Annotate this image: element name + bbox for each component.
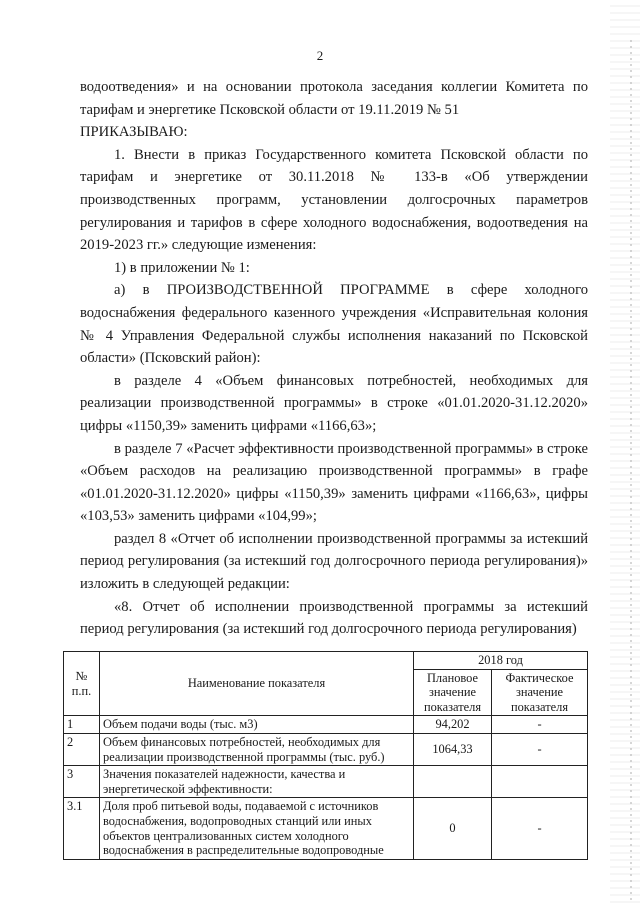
report-table <box>63 651 588 860</box>
paragraph-item-1: 1. Внести в приказ Государственного комитета Псковской области по тарифам и энергетике от 30.11.2018 № 133-в «Об утверждении производственных программ, установлении долгосрочных параметров регулирования и тарифов в сфере холодного водоснабжения, водоотведения на 2019-2023 гг.» следующие изменения: <box>80 146 588 254</box>
table-row <box>64 766 588 798</box>
page-number: 2 <box>316 48 324 63</box>
row-fact: - <box>492 733 588 765</box>
header-number: № п.п. <box>64 652 100 716</box>
table-header-row <box>64 652 588 670</box>
row-plan: 0 <box>414 798 492 859</box>
row-number: 3 <box>64 766 100 798</box>
row-fact: - <box>492 798 588 859</box>
paragraph-intro: водоотведения» и на основании протокола заседания коллегии Комитета по тарифам и энергетике Псковской области от 19.11.2019 № 51 <box>80 79 588 118</box>
document-body <box>80 76 588 641</box>
scan-edge-dots <box>630 40 632 900</box>
row-fact: - <box>492 716 588 734</box>
row-name: Объем подачи воды (тыс. м3) <box>100 716 414 734</box>
paragraph-section-4: в разделе 4 «Объем финансовых потребностей, необходимых для реализации производственной программы» в строке «01.01.2020-31.12.2020» цифры «1150,39» заменить цифрами «1166,63»; <box>80 372 588 434</box>
header-indicator-name: Наименование показателя <box>100 652 414 716</box>
scan-edge-noise <box>610 0 640 905</box>
header-fact: Фактическое значение показателя <box>492 669 588 716</box>
row-plan: 1064,33 <box>414 733 492 765</box>
header-plan: Плановое значение показателя <box>414 669 492 716</box>
table-row <box>64 733 588 765</box>
row-number: 2 <box>64 733 100 765</box>
row-number: 1 <box>64 716 100 734</box>
paragraph-section-8: раздел 8 «Отчет об исполнении производственной программы за истекший период регулирования (за истекший год долгосрочного периода регулирования)» изложить в следующей редакции: <box>80 530 588 593</box>
row-fact <box>492 766 588 798</box>
paragraph-order: ПРИКАЗЫВАЮ: <box>80 124 188 141</box>
row-name: Значения показателей надежности, качества и энергетической эффективности: <box>100 766 414 798</box>
row-number: 3.1 <box>64 798 100 859</box>
table-row <box>64 798 588 859</box>
row-plan <box>414 766 492 798</box>
row-name: Доля проб питьевой воды, подаваемой с источников водоснабжения, водопроводных станций или иных объектов централизованных систем холодного водоснабжения в распределительные водопроводные <box>100 798 414 859</box>
paragraph-program: а) в ПРОИЗВОДСТВЕННОЙ ПРОГРАММЕ в сфере холодного водоснабжения федерального казенного учреждения «Исправительная колония № 4 Управления Федеральной службы исполнения наказаний по Псковской области» (Псковский район): <box>80 282 588 367</box>
table-row <box>64 716 588 734</box>
paragraph-section-7: в разделе 7 «Расчет эффективности производственной программы» в строке «Объем расходов на реализацию производственной программы» в графе «01.01.2020-31.12.2020» цифры «1150,39» заменить цифрами «1166,63», цифры «103,53» заменить цифрами «104,99»; <box>80 440 588 525</box>
header-year: 2018 год <box>414 652 588 670</box>
row-name: Объем финансовых потребностей, необходимых для реализации производственной программы (тыс. руб.) <box>100 733 414 765</box>
paragraph-appendix: 1) в приложении № 1: <box>114 259 250 276</box>
paragraph-report-title: «8. Отчет об исполнении производственной программы за истекший период регулирования (за истекший год долгосрочного периода регулирования) <box>80 598 588 638</box>
row-plan: 94,202 <box>414 716 492 734</box>
